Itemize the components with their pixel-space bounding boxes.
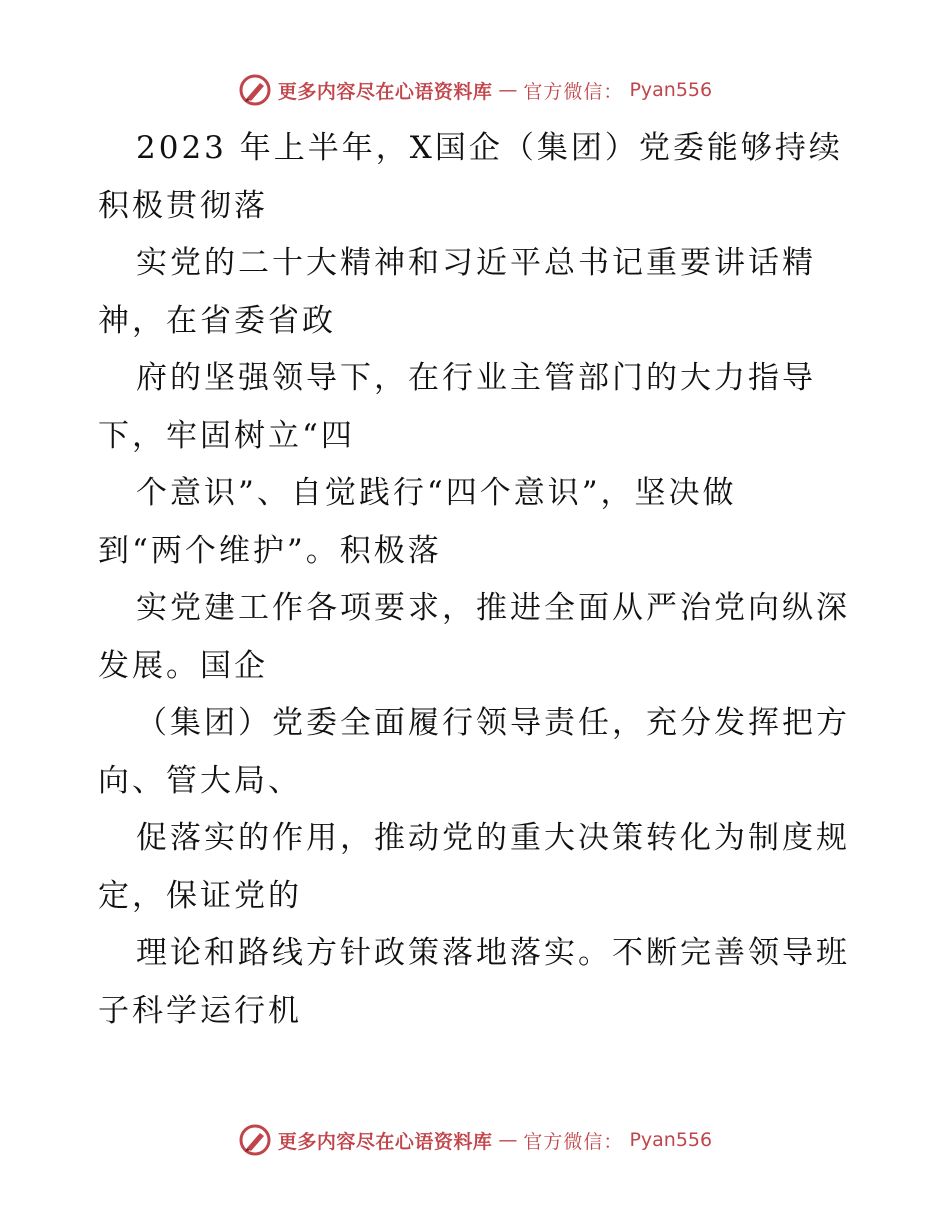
text-line: 向、管大局、 [98,762,302,799]
watermark-main-text: 更多内容尽在心语资料库 [277,1130,493,1153]
document-body [98,120,858,1040]
text-line: 定，保证党的 [98,877,302,914]
header-watermark [0,70,950,110]
text-line: 子科学运行机 [98,992,302,1029]
text-line: 2023 年上半年，X国企（集团）党委能够持续 [136,130,843,166]
watermark-sub-text: 官方微信： [523,80,624,103]
text-line: 下，牢固树立“四 [98,417,355,454]
text-line: 促落实的作用，推动党的重大决策转化为制度规 [136,820,850,856]
text-line: 个意识”、自觉践行“四个意识”，坚决做 [136,475,737,511]
text-line: 实党的二十大精神和习近平总书记重要讲话精 [136,245,816,281]
pen-logo-icon [238,1123,272,1157]
pen-logo-icon [238,73,272,107]
watermark-separator: — [498,1129,518,1151]
text-line: 实党建工作各项要求，推进全面从严治党向纵深 [136,590,850,626]
text-line: （集团）党委全面履行领导责任，充分发挥把方 [136,705,850,741]
watermark-sub-text: 官方微信： [523,1130,624,1153]
footer-watermark [0,1120,950,1160]
text-line: 发展。国企 [98,647,268,684]
text-line: 理论和路线方针政策落地落实。不断完善领导班 [136,935,850,971]
text-line: 积极贯彻落 [98,187,268,224]
watermark-id: Pyan556 [629,79,713,101]
watermark-separator: — [498,79,518,101]
text-line: 神，在省委省政 [98,302,336,339]
watermark-main-text: 更多内容尽在心语资料库 [277,80,493,103]
text-line: 府的坚强领导下，在行业主管部门的大力指导 [136,360,816,396]
watermark-id: Pyan556 [629,1129,713,1151]
text-line: 到“两个维护”。积极落 [98,532,442,569]
